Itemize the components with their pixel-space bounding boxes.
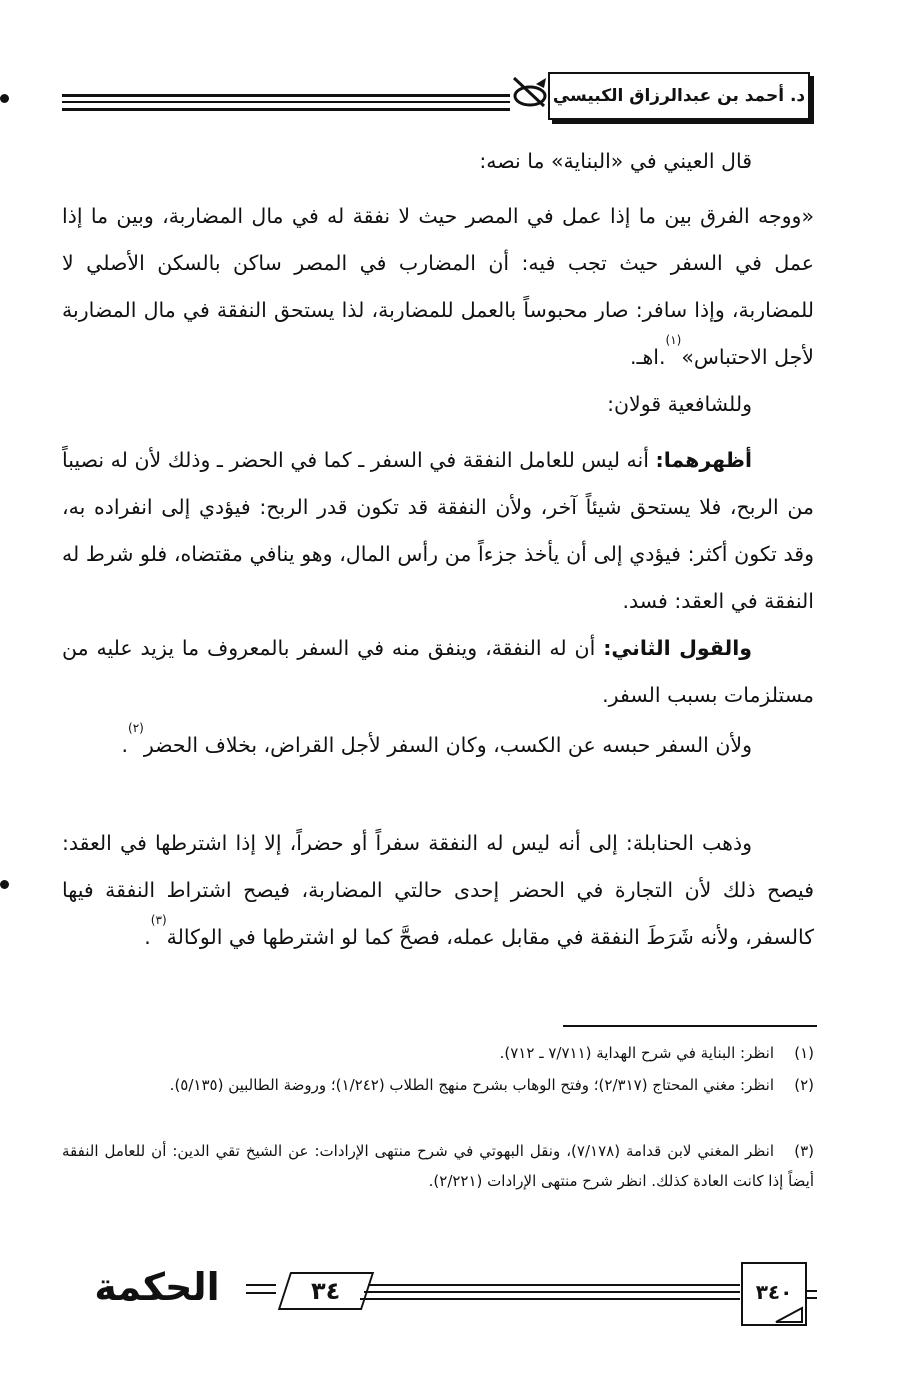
paragraph-text: «ووجه الفرق بين ما إذا عمل في المصر حيث لا نفقة له في مال المضاربة، وبين ما إذا عمل في السفر حيث تجب فيه: أن المضارب في المصر ساكن بالسكن الأصلي لا للمضاربة، وإذا سافر: صار محبوساً بالعمل للمضاربة، لذا يستحق النفقة في مال المضاربة لأجل الاحتباس» [62,204,814,369]
footnote-ref: (٣) [150,913,167,927]
paragraph-text: .اهـ. [629,345,666,369]
paragraph [62,138,814,185]
bold-lead: أظهرهما: [655,448,752,472]
paragraph-text: ولأن السفر حبسه عن الكسب، وكان السفر لأجل القراض، بخلاف الحضر [143,733,752,757]
paragraph [62,820,814,961]
footnote-text: انظر: البناية في شرح الهداية (٧/٧١١ ـ ٧١٢). [499,1044,774,1062]
magazine-logo: الحكمة [94,1265,220,1309]
footnote-ref: (١) [665,333,682,347]
header-rule [62,101,510,103]
footnote [62,1038,814,1068]
paragraph-text: أنه ليس للعامل النفقة في السفر ـ كما في الحضر ـ وذلك لأن له نصيباً من الربح، فلا يستحق شيئاً آخر، ولأن النفقة قد تكون قدر الربح: فيؤدي إلى انفراده به، وقد تكون أكثر: فيؤدي إلى أن يأخذ جزءاً من رأس المال، وهو ينافي مقتضاه، فلو شرط له النفقة في العقد: فسد. [62,448,814,613]
footnote-ref: (٢) [128,721,144,735]
issue-number-text: ٣٤ [311,1277,341,1305]
footnote-text: انظر المغني لابن قدامة (٧/١٧٨)، ونقل البهوتي في شرح منتهى الإرادات: عن الشيخ تقي الدين: أن للعامل النفقة أيضاً إذا كانت العادة كذلك. انظر شرح منتهى الإرادات (٢/٢٢١). [62,1142,814,1190]
footnote-number: (١) [794,1044,814,1062]
bold-lead: والقول الثاني: [603,636,752,660]
footnote-number: (٣) [794,1142,814,1160]
footer-rule [360,1298,740,1300]
footer-rule [364,1291,740,1293]
paragraph [62,625,814,719]
header-rule [62,108,510,111]
footer-rule [805,1290,817,1292]
quote-paragraph [62,193,814,381]
issue-number [278,1272,374,1310]
pen-icon [510,74,550,110]
footer-rule [368,1284,740,1286]
paragraph-text: وللشافعية قولان: [607,392,752,416]
paragraph [62,437,814,625]
page-fold-icon [774,1306,804,1324]
paragraph-text: أن له النفقة، وينفق منه في السفر بالمعروف ما يزيد عليه من مستلزمات بسبب السفر. [62,636,814,707]
margin-dot [0,880,9,889]
paragraph [62,722,814,769]
footer-rule [805,1297,817,1299]
page-number: ٣٤٠ [741,1262,807,1326]
footnote [62,1136,814,1196]
footnote-number: (٢) [794,1076,814,1094]
margin-dot [0,94,9,103]
paragraph-text: وذهب الحنابلة: إلى أنه ليس له النفقة سفراً أو حضراً، إلا إذا اشترطها في العقد: فيصح ذلك لأن التجارة في الحضر إحدى حالتي المضاربة، فيصح اشتراط النفقة فيها كالسفر، ولأنه شَرَطَ النفقة في مقابل عمله، فصحَّ كما لو اشترطها في الوكالة [62,831,814,949]
header-rule [62,94,510,97]
paragraph-text: قال العيني في «البناية» ما نصه: [479,149,752,173]
paragraph-text: . [144,925,151,949]
footnote [62,1070,814,1100]
footnote-text: انظر: مغني المحتاج (٢/٣١٧)؛ وفتح الوهاب بشرح منهج الطلاب (١/٢٤٢)؛ وروضة الطالبين (٥/١٣٥). [169,1076,774,1094]
author-header: د. أحمد بن عبدالرزاق الكبيسي [548,72,810,120]
footer-rule [246,1292,276,1294]
paragraph [62,381,814,428]
footer-rule [246,1284,276,1286]
paragraph-text: . [121,733,129,757]
footnote-rule [563,1025,817,1027]
